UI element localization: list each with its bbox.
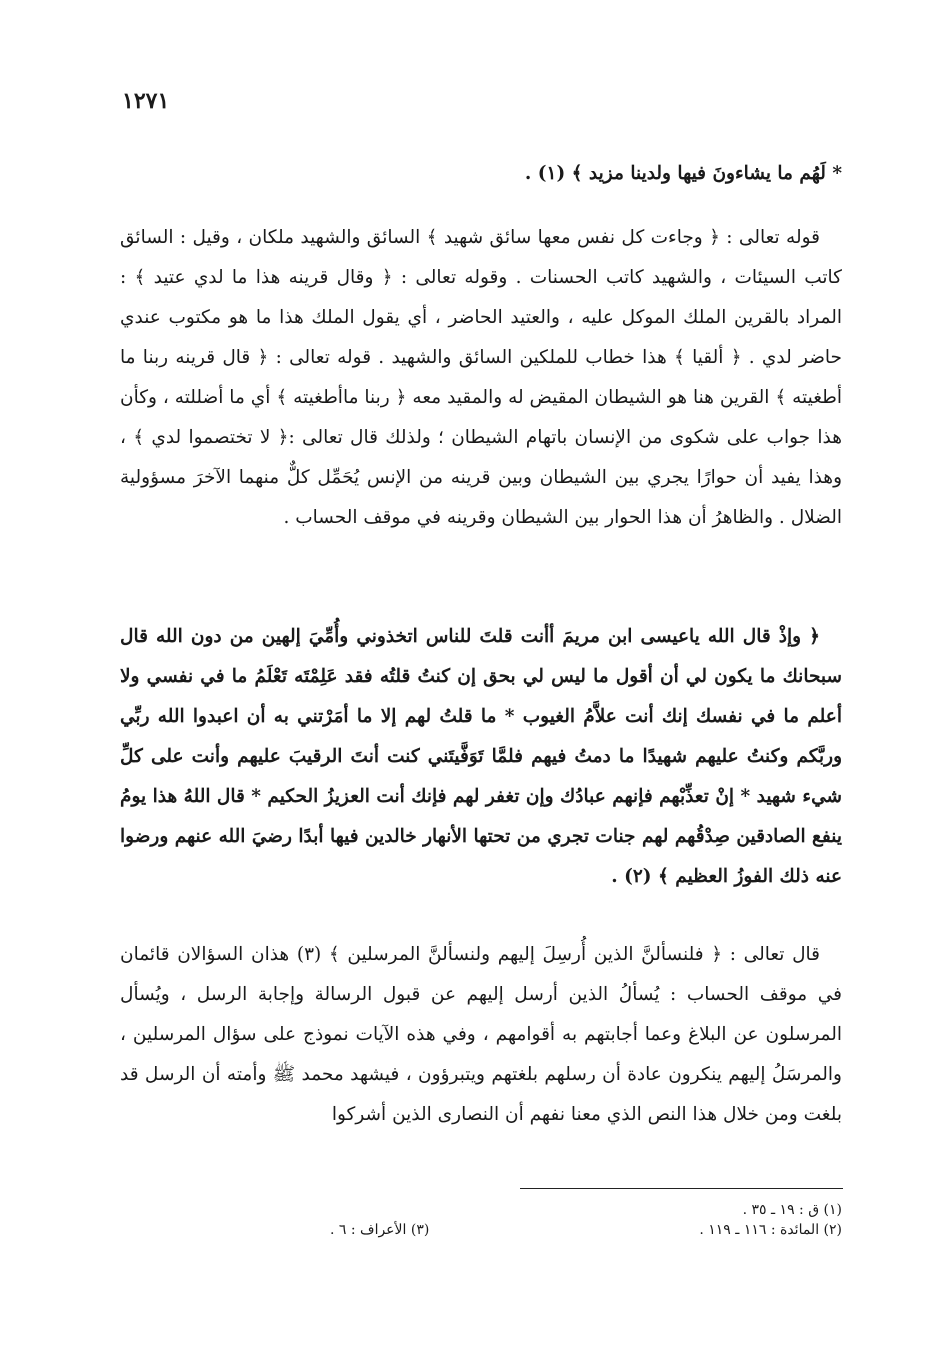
footnote-divider [520,1188,843,1189]
paragraph-text: قوله تعالى : ﴿ وجاءت كل نفس معها سائق شهيد ﴾ السائق والشهيد ملكان ، وقيل : السائق كاتب السيئات ، والشهيد كاتب الحسنات . وقوله تعالى : ﴿ وقال قرينه هذا ما لدي عتيد ﴾ : المراد بالقرين الملك الموكل عليه ، والعتيد الحاضر ، أي يقول الملك هذا ما هو مكتوب عندي حاضر لدي . ﴿ ألقيا ﴾ هذا خطاب للملكين السائق والشهيد . قوله تعالى : ﴿ قال قرينه ربنا ما أطغيته ﴾ القرين هنا هو الشيطان المقيض له والمقيد معه ﴿ ربنا ماأطغيته ﴾ أي ما أضللته ، وكأن هذا جواب على شكوى من الإنسان باتهام الشيطان ؛ ولذلك قال تعالى :﴿ لا تختصموا لدي ﴾ ، وهذا يفيد أن حوارًا يجري بين الشيطان وبين قرينه من الإنس يُحَمِّل كلٌّ منهما الآخرَ مسؤولية الضلال . والظاهرُ أن هذا الحوار بين الشيطان وقرينه في موقف الحساب . [120,227,842,528]
paragraph-text: قال تعالى : ﴿ فلنسألنَّ الذين أُرسِلَ إليهم ولنسألنَّ المرسلين ﴾ (٣) هذان السؤالان قائمان في موقف الحساب : يُسألُ الذين أرسل إليهم عن قبول الرسالة وإجابة الرسل ، ويُسأل المرسلون عن البلاغ وعما أجابتهم به أقوامهم ، وفي هذه الآيات نموذج على سؤال المرسلين ، والمرسَلُ إليهم ينكرون عادة أن رسلهم بلغتهم ويتبرؤون ، فيشهد محمد ﷺ وأمته أن الرسل قد بلغت ومن خلال هذا النص الذي معنا نفهم أن النصارى الذين أشركوا [120,944,842,1125]
footnotes-right-column [602,1200,842,1240]
paragraph-verse-end [120,154,842,194]
paragraph-commentary-araf [120,935,842,1135]
paragraph-quote-maidah [120,617,842,897]
footnote-2: (٢) المائدة : ١١٦ ـ ١١٩ . [699,1222,842,1238]
footnote-1: (١) ق : ١٩ ـ ٣٥ . [742,1202,842,1218]
page-number: ١٢٧١ [122,88,170,114]
paragraph-commentary-qaf [120,218,842,538]
paragraph-text: ﴿ وإذْ قال الله ياعيسى ابن مريمَ أأنت قلتَ للناس اتخذوني وأُمِّيَ إلهين من دون الله قال سبحانك ما يكون لي أن أقول ما ليس لي بحق إن كنتُ قلتُه فقد عَلِمْتَه تَعْلَمُ ما في نفسي ولا أعلم ما في نفسك إنك أنت علاَّمُ الغيوب * ما قلتُ لهم إلا ما أمَرْتني به أن اعبدوا الله ربِّي وربَّكم وكنتُ عليهم شهيدًا ما دمتُ فيهم فلمَّا تَوَفَّيتَني كنت أنتَ الرقيبَ عليهم وأنت على كلِّ شيء شهيد * إنْ تعذِّبْهم فإنهم عبادُك وإن تغفر لهم فإنك أنت العزيزُ الحكيم * قال اللهُ هذا يومُ ينفع الصادقين صِدْقُهم لهم جنات تجري من تحتها الأنهار خالدين فيها أبدًا رضيَ الله عنهم ورضوا عنه ذلك الفوزُ العظيم ﴾ (٢) . [120,626,842,887]
footnote-3: (٣) الأعراف : ٦ . [330,1222,430,1238]
paragraph-text: * لَهُم ما يشاءونَ فيها ولدينا مزيد ﴾ (١) . [524,163,842,184]
